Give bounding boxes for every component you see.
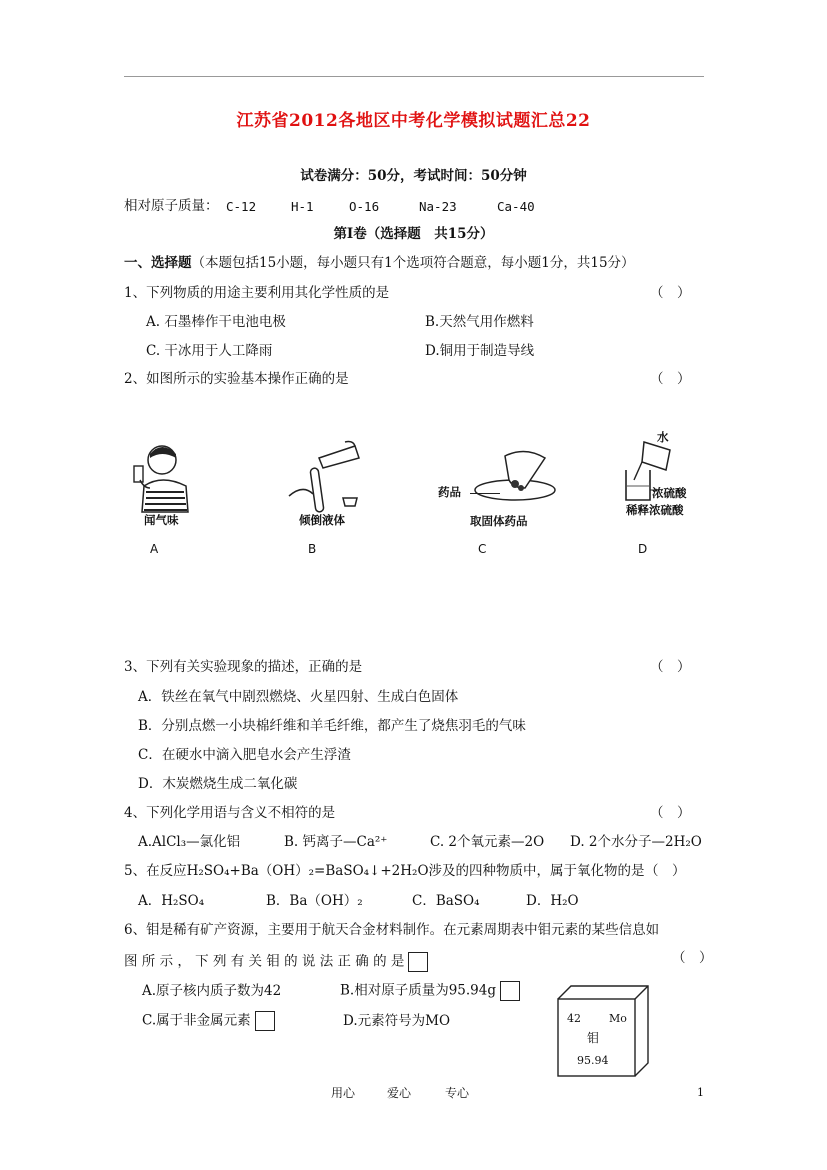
q6-option-c: C.属于非金属元素 <box>142 1012 251 1029</box>
q1-option-c: C. 干冰用于人工降雨 <box>146 343 273 359</box>
figure-a-caption: 闻气味 <box>144 513 179 527</box>
footer-motto-2: 爱心 <box>387 1086 412 1100</box>
q5-option-c: C．BaSO₄ <box>412 893 480 909</box>
element-name: 钼 <box>587 1031 600 1045</box>
figure-letter-a: A <box>150 542 159 556</box>
q3-option-c: C．在硬水中滴入肥皂水会产生浮渣 <box>138 747 351 763</box>
section-heading-bold: 一、选择题 <box>124 255 192 271</box>
footer-motto-3: 专心 <box>445 1086 470 1100</box>
atomic-mass-c: C-12 <box>226 199 257 214</box>
q4-answer-paren: （ ） <box>650 805 691 821</box>
q6-option-a: A.原子核内质子数为42 <box>142 983 282 999</box>
q5-option-a: A．H₂SO₄ <box>138 893 205 909</box>
q3-answer-paren: （ ） <box>650 659 691 675</box>
atomic-mass-na: Na-23 <box>419 199 457 214</box>
figure-c-label: 药品 <box>438 485 461 499</box>
q6-option-c-box <box>255 1011 275 1031</box>
q6-stem-line2-text: 图 所 示 ， 下 列 有 关 钼 的 说 法 正 确 的 是 <box>124 953 405 970</box>
q3-stem: 3、下列有关实验现象的描述，正确的是 <box>124 659 363 675</box>
q4-option-c: C. 2个氧元素—2O <box>430 834 545 850</box>
page-number: 1 <box>697 1086 704 1099</box>
figure-c-pointer <box>470 493 500 494</box>
q3-option-d: D．木炭燃烧生成二氧化碳 <box>138 776 298 792</box>
atomic-mass-o: O-16 <box>349 199 380 214</box>
element-mass: 95.94 <box>577 1054 609 1067</box>
q2-answer-paren: （ ） <box>650 371 691 387</box>
figure-pour-liquid <box>285 440 365 520</box>
q5-answer-paren: （ ） <box>645 863 686 879</box>
q1-stem: 1、下列物质的用途主要利用其化学性质的是 <box>124 285 390 301</box>
q4-option-b: B. 钙离子—Ca²⁺ <box>284 834 388 850</box>
element-number: 42 <box>567 1012 581 1025</box>
q1-answer-paren: （ ） <box>650 285 691 301</box>
q2-stem: 2、如图所示的实验基本操作正确的是 <box>124 371 349 387</box>
q6-option-b-box <box>500 981 520 1001</box>
q6-option-c-row <box>142 1011 275 1031</box>
section-heading <box>124 257 635 271</box>
figure-letter-b: B <box>308 542 317 556</box>
header-rule <box>124 76 704 77</box>
q6-option-b: B.相对原子质量为95.94g <box>340 982 497 999</box>
section-heading-rest: （本题包括15小题，每小题只有1个选项符合题意，每小题1分，共15分） <box>191 255 635 271</box>
q6-option-d: D.元素符号为MO <box>343 1013 451 1029</box>
q1-option-b: B.天然气用作燃料 <box>425 314 534 330</box>
q3-option-a: A．铁丝在氧气中剧烈燃烧、火星四射、生成白色固体 <box>138 689 459 705</box>
q4-option-a: A.AlCl₃—氯化铝 <box>138 834 241 850</box>
exam-meta: 试卷满分：50分，考试时间：50分钟 <box>300 168 527 184</box>
figure-c-caption: 取固体药品 <box>470 514 528 528</box>
footer-motto-1: 用心 <box>331 1086 356 1100</box>
q6-option-b-row <box>340 981 520 1001</box>
figure-letter-d: D <box>638 542 648 556</box>
q6-stem-line1: 6、钼是稀有矿产资源，主要用于航天合金材料制作。在元素周期表中钼元素的某些信息如 <box>124 922 660 938</box>
volume-title: 第Ⅰ卷（选择题 共15分） <box>333 226 494 242</box>
figure-d-caption: 稀释浓硫酸 <box>626 503 684 517</box>
q4-option-d: D. 2个水分子—2H₂O <box>570 834 702 850</box>
q1-option-a: A. 石墨棒作干电池电极 <box>146 314 286 330</box>
element-cell-molybdenum <box>557 985 649 1077</box>
figure-d-acid: 浓硫酸 <box>652 486 687 500</box>
q5-stem: 5、在反应H₂SO₄+Ba（OH）₂=BaSO₄↓+2H₂O涉及的四种物质中，属于氧化物的是 <box>124 863 645 879</box>
atomic-mass-h: H-1 <box>291 199 314 214</box>
atomic-mass-ca: Ca-40 <box>497 199 535 214</box>
q1-option-d: D.铜用于制造导线 <box>425 343 535 359</box>
q5-option-b: B．Ba（OH）₂ <box>266 893 363 909</box>
figure-take-solid <box>465 444 565 506</box>
q6-stem-line2 <box>124 952 428 972</box>
figure-b-caption: 倾倒液体 <box>299 513 345 527</box>
figure-letter-c: C <box>478 542 487 556</box>
q3-option-b: B．分别点燃一小块棉纤维和羊毛纤维，都产生了烧焦羽毛的气味 <box>138 718 526 734</box>
q4-stem: 4、下列化学用语与含义不相符的是 <box>124 805 336 821</box>
figure-d-water: 水 <box>657 430 669 444</box>
element-symbol: Mo <box>609 1012 627 1025</box>
q5-option-d: D．H₂O <box>526 893 579 909</box>
page-title: 江苏省2012各地区中考化学模拟试题汇总22 <box>236 111 591 131</box>
q6-answer-box <box>408 952 428 972</box>
atomic-mass-row <box>124 200 219 214</box>
q6-answer-paren: （ ） <box>672 950 713 966</box>
atomic-mass-label: 相对原子质量： <box>124 198 219 214</box>
